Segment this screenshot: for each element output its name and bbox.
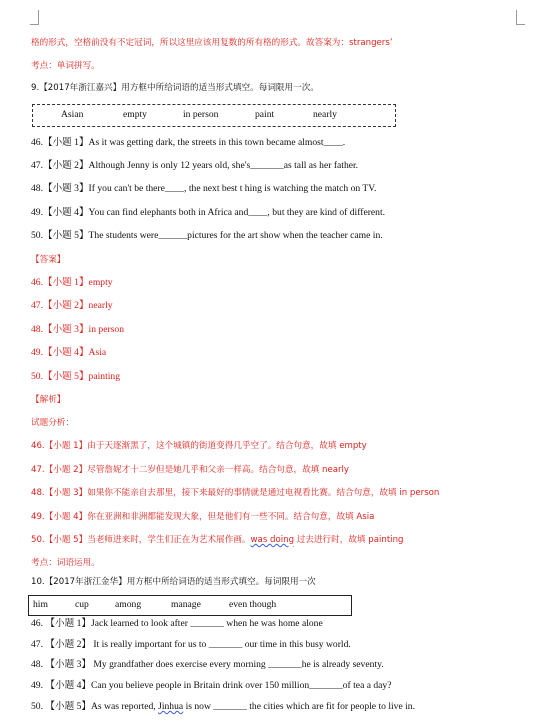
analysis-item: 49.【小题 4】你在亚洲和非洲都能发现大象，但是他们有一些不同。结合句意，故填 Asia — [31, 512, 375, 522]
analysis-item: 46.【小题 1】由于天逐渐黑了，这个城镇的街道变得几乎空了。结合句意，故填 empty — [31, 441, 367, 451]
answer-item: 48.【小题 3】in person — [31, 324, 125, 335]
q10-word: among — [115, 599, 142, 610]
q10-item: 49. 【小题 4】Can you believe people in Britain drink over 150 million_______of tea a day? — [31, 680, 392, 691]
answer-item: 46.【小题 1】empty — [31, 277, 113, 288]
analysis-item-5-part: 过去进行时，故填 painting — [294, 535, 404, 545]
q10-item: 48. 【小题 3】 My grandfather does exercise every morning _______he is already seventy. — [31, 659, 384, 670]
q9-word-box — [32, 104, 396, 127]
q10-item-5-part: is now _______ the cities which are fit for people to live in. — [183, 701, 415, 712]
answer-label: 【答案】 — [31, 255, 66, 265]
q10-item-5-city: Jinhua — [158, 701, 184, 712]
q9-word: in person — [183, 109, 219, 120]
q9-word: nearly — [313, 109, 337, 120]
q9-word: Asian — [61, 109, 84, 120]
q9-item: 50.【小题 5】The students were______pictures for the art show when the teacher came in. — [31, 230, 383, 241]
analysis-label: 【解析】 — [31, 395, 66, 405]
q10-header: 10.【2017年浙江金华】用方框中所给词语的适当形式填空。每词限用一次 — [31, 577, 316, 587]
q10-item: 47. 【小题 2】 It is really important for us to _______ our time in this busy world. — [31, 639, 351, 650]
q9-header: 9.【2017年浙江嘉兴】用方框中所给词语的适当形式填空。每词限用一次。 — [31, 83, 319, 93]
q10-item: 46. 【小题 1】Jack learned to look after _______ when he was home alone — [31, 618, 323, 629]
q10-word-box — [28, 595, 352, 616]
q9-item: 46.【小题 1】As it was getting dark, the streets in this town became almost____. — [31, 137, 346, 148]
q10-item-5-part: 50. 【小题 5】As was reported, — [31, 701, 159, 712]
q10-word: manage — [171, 599, 201, 610]
kaodian-label: 考点：单词拼写。 — [31, 61, 100, 71]
q10-item-5 — [31, 701, 415, 713]
analysis-item-5-grammar: was doing — [250, 535, 295, 545]
q9-word: empty — [123, 109, 147, 120]
analysis-item-5 — [31, 534, 403, 546]
kaodian-label: 考点：词语运用。 — [31, 558, 100, 568]
analysis-item: 48.【小题 3】如果你不能亲自去那里，接下来最好的事情就是通过电视看比赛。结合句意，故填 in person — [31, 488, 440, 498]
answer-item: 49.【小题 4】Asia — [31, 347, 107, 358]
page-corner-mark-right — [516, 10, 525, 25]
q10-word: even though — [229, 599, 277, 610]
page-corner-mark-left — [30, 10, 39, 25]
q9-item: 48.【小题 3】If you can't be there____, the next best t hing is watching the match on TV. — [31, 183, 377, 194]
q9-word: paint — [255, 109, 275, 120]
answer-item: 47.【小题 2】nearly — [31, 300, 113, 311]
analysis-item: 47.【小题 2】尽管詹妮才十二岁但是她几乎和父亲一样高。结合句意，故填 nearly — [31, 465, 350, 475]
q10-word: him — [33, 599, 48, 610]
answer-item: 50.【小题 5】painting — [31, 371, 121, 382]
analysis-sub-label: 试题分析： — [31, 418, 74, 428]
explanation-tail: 格的形式，空格前没有不定冠词，所以这里应该用复数的所有格的形式。故答案为：strangers’ — [31, 38, 393, 48]
analysis-item-5-part: 50.【小题 5】当老师进来时，学生们正在为艺术展作画。 — [31, 535, 251, 545]
q9-item: 47.【小题 2】Although Jenny is only 12 years old, she's_______as tall as her father. — [31, 160, 359, 171]
q10-word: cup — [75, 599, 89, 610]
q9-item: 49.【小题 4】You can find elephants both in Africa and____, but they are kind of different. — [31, 207, 386, 218]
